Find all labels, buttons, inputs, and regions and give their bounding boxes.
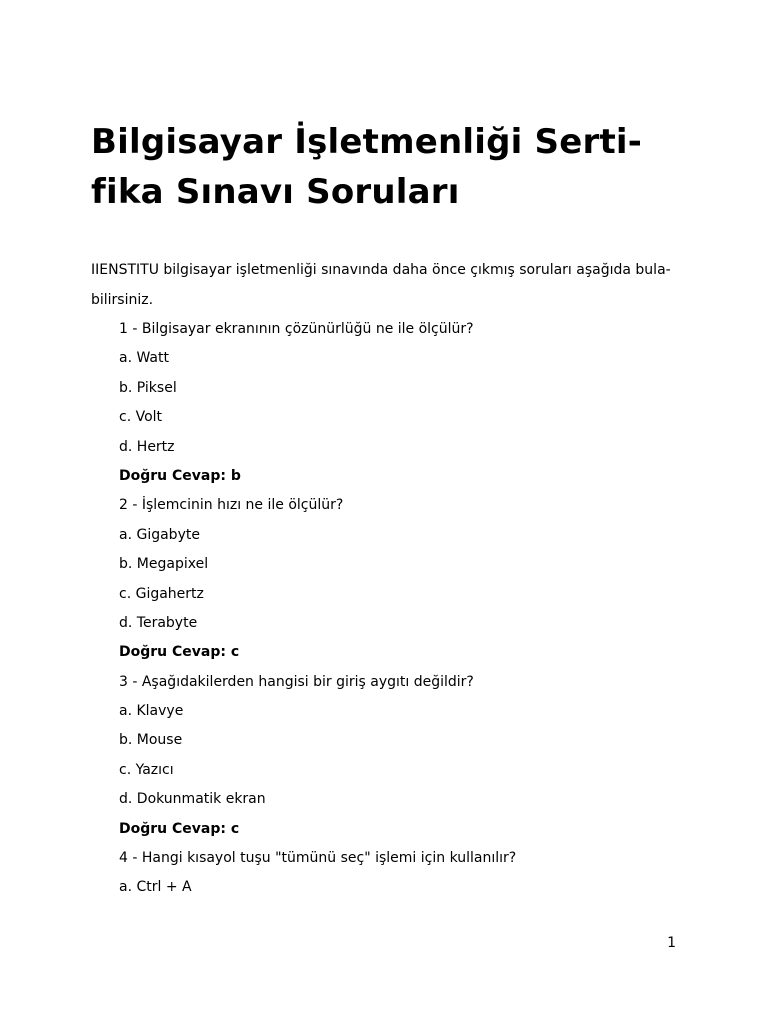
option-line: c. Volt [119, 409, 163, 426]
question-line: 2 - İşlemcinin hızı ne ile ölçülür? [119, 497, 344, 514]
page-number: 1 [667, 935, 676, 951]
option-line: c. Gigahertz [119, 585, 204, 602]
title-line-2: fika Sınavı Soruları [91, 172, 460, 212]
option-line: b. Mouse [119, 732, 183, 749]
answer-line: Doğru Cevap: c [119, 820, 240, 837]
option-line: a. Klavye [119, 703, 184, 720]
option-line: a. Ctrl + A [119, 879, 192, 896]
option-line: d. Hertz [119, 438, 175, 455]
option-line: b. Piksel [119, 379, 177, 396]
question-line: 3 - Aşağıdakilerden hangisi bir giriş aygıtı değildir? [119, 673, 474, 690]
answer-line: Doğru Cevap: c [119, 644, 240, 661]
option-line: d. Terabyte [119, 614, 198, 631]
intro-line-2: bilirsiniz. [91, 291, 154, 308]
option-line: a. Watt [119, 350, 169, 367]
option-line: a. Gigabyte [119, 526, 200, 543]
question-line: 1 - Bilgisayar ekranının çözünürlüğü ne ile ölçülür? [119, 321, 474, 337]
question-line: 4 - Hangi kısayol tuşu "tümünü seç" işlemi için kullanılır? [119, 850, 517, 867]
option-line: b. Megapixel [119, 556, 209, 573]
question-list [119, 315, 679, 903]
intro-paragraph [91, 256, 691, 315]
option-line: d. Dokunmatik ekran [119, 791, 266, 808]
answer-line: Doğru Cevap: b [119, 467, 241, 484]
title-line-1: Bilgisayar İşletmenliği Serti- [91, 122, 643, 162]
option-line: c. Yazıcı [119, 761, 174, 778]
page-title [91, 117, 691, 217]
intro-line-1: IIENSTITU bilgisayar işletmenliği sınavında daha önce çıkmış soruları aşağıda bula- [91, 262, 671, 278]
